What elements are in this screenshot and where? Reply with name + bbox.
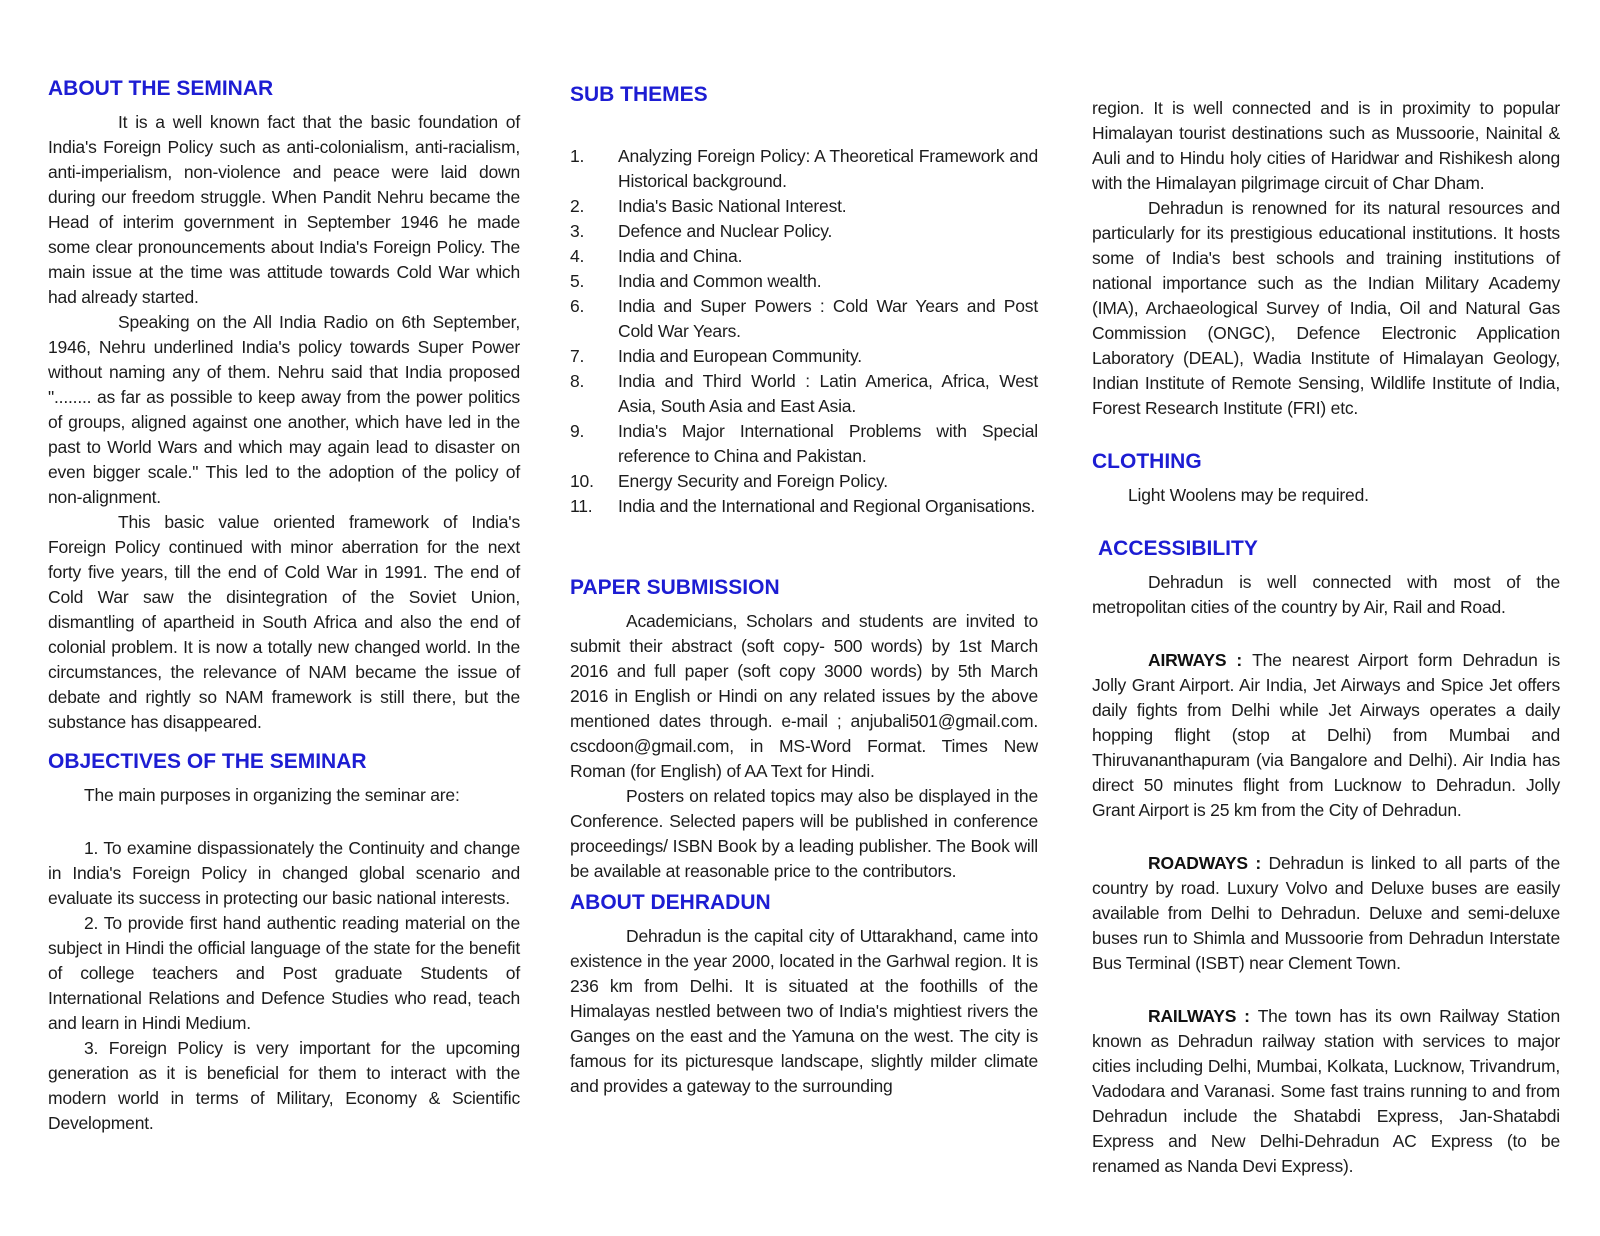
- sub-theme-text: India's Major International Problems with Special reference to China and Pakistan.: [618, 421, 1038, 466]
- sub-theme-number: 7.: [570, 346, 585, 366]
- airways-text: The nearest Airport form Dehradun is Jolly Grant Airport. Air India, Jet Airways and Spice Jet offers daily fights from Delhi while Jet Airways operates a daily hopping flight (stop at Delhi) from Mumbai and Thiruvananthapuram (via Bangalore and Delhi). Air India has direct 50 minutes flight from Lucknow to Dehradun. Jolly Grant Airport is 25 km from the City of Dehradun.: [1092, 650, 1560, 820]
- sub-theme-text: India and European Community.: [618, 346, 862, 366]
- sub-theme-text: India and Common wealth.: [618, 271, 822, 291]
- sub-theme-item: [570, 294, 1038, 344]
- about-dehradun-heading: ABOUT DEHRADUN: [570, 891, 771, 914]
- railways-text: The town has its own Railway Station known as Dehradun railway station with services to major cities including Delhi, Mumbai, Kolkata, Lucknow, Trivandrum, Vadodara and Varanasi. Some fast trains running to and from Dehradun include the Shatabdi Express, Jan-Shatabdi Express and New Delhi-Dehradun AC Express (to be renamed as Nanda Devi Express).: [1092, 1006, 1560, 1176]
- sub-theme-item: [570, 144, 1038, 194]
- spacer: [1092, 823, 1560, 851]
- sub-theme-number: 6.: [570, 296, 585, 316]
- accessibility-heading: ACCESSIBILITY: [1098, 537, 1258, 560]
- roadways-paragraph: [1092, 851, 1560, 976]
- sub-theme-text: India and Third World : Latin America, Africa, West Asia, South Asia and East Asia.: [618, 371, 1038, 416]
- objectives-item-2: 2. To provide first hand authentic reading material on the subject in Hindi the official language of the state for the benefit of college teachers and Post graduate Students of International Relations and Defence Studies who read, teach and learn in Hindi Medium.: [48, 913, 520, 1033]
- sub-theme-item: [570, 244, 1038, 269]
- railways-label: RAILWAYS :: [1148, 1006, 1258, 1026]
- spacer: [1092, 620, 1560, 648]
- sub-theme-number: 2.: [570, 196, 585, 216]
- about-seminar-paragraph-1: It is a well known fact that the basic foundation of India's Foreign Policy such as anti-colonialism, anti-racialism, anti-imperialism, non-violence and peace were laid down during our freedom struggle. When Pandit Nehru became the Head of interim government in September 1946 he made some clear pronouncements about India's Foreign Policy. The main issue at the time was attitude towards Cold War which had already started.: [48, 112, 520, 307]
- paper-submission-paragraph-1: Academicians, Scholars and students are invited to submit their abstract (soft copy- 500 words) by 1st March 2016 and full paper (soft copy 3000 words) by 5th March 2016 in English or Hindi on any related issues by the above mentioned dates through. e-mail ; anjubali501@gmail.com. cscdoon@gmail.com, in MS-Word Format. Times New Roman (for English) of AA Text for Hindi.: [570, 611, 1038, 781]
- objectives-item-3: 3. Foreign Policy is very important for the upcoming generation as it is beneficial for them to interact with the modern world in terms of Military, Economy & Scientific Development.: [48, 1038, 520, 1133]
- clothing-heading: CLOTHING: [1092, 450, 1202, 473]
- sub-theme-text: Defence and Nuclear Policy.: [618, 221, 833, 241]
- sub-theme-number: 11.: [570, 496, 593, 516]
- sub-theme-text: India and the International and Regional Organisations.: [618, 496, 1036, 516]
- spacer: [570, 116, 1038, 144]
- railways-paragraph: [1092, 1004, 1560, 1179]
- sub-theme-text: India and China.: [618, 246, 743, 266]
- spacer: [48, 735, 520, 749]
- sub-theme-item: [570, 494, 1038, 519]
- sub-theme-text: Analyzing Foreign Policy: A Theoretical Framework and Historical background.: [618, 146, 1038, 191]
- sub-themes-list: [570, 144, 1038, 519]
- sub-theme-item: [570, 369, 1038, 419]
- roadways-text: Dehradun is linked to all parts of the country by road. Luxury Volvo and Deluxe buses are easily available from Delhi to Dehradun. Deluxe and semi-deluxe buses run to Shimla and Mussoorie from Dehradun Interstate Bus Terminal (ISBT) near Clement Town.: [1092, 853, 1560, 973]
- sub-theme-number: 1.: [570, 146, 585, 166]
- spacer: [1092, 508, 1560, 536]
- column-right: [1092, 96, 1560, 1179]
- spacer: [1092, 976, 1560, 1004]
- airways-paragraph: [1092, 648, 1560, 823]
- sub-theme-item: [570, 419, 1038, 469]
- about-seminar-paragraph-2: Speaking on the All India Radio on 6th September, 1946, Nehru underlined India's policy towards Super Power without naming any of them. Nehru said that India proposed "........ as far as possible to keep away from the power politics of groups, aligned against one another, which have led in the past to World Wars and which may again lead to disaster on even bigger scale." This led to the adoption of the policy of non-alignment.: [48, 312, 520, 507]
- spacer: [1092, 421, 1560, 449]
- sub-theme-text: India and Super Powers : Cold War Years and Post Cold War Years.: [618, 296, 1038, 341]
- sub-theme-item: [570, 344, 1038, 369]
- spacer: [570, 519, 1038, 575]
- clothing-text: Light Woolens may be required.: [1128, 485, 1369, 505]
- sub-theme-number: 10.: [570, 471, 594, 491]
- column-middle: [570, 82, 1038, 1099]
- sub-theme-item: [570, 219, 1038, 244]
- paper-submission-heading: PAPER SUBMISSION: [570, 576, 780, 599]
- objectives-heading: OBJECTIVES OF THE SEMINAR: [48, 750, 367, 773]
- sub-theme-text: India's Basic National Interest.: [618, 196, 847, 216]
- dehradun-continuation-paragraph-1: region. It is well connected and is in proximity to popular Himalayan tourist destinations such as Mussoorie, Nainital & Auli and to Hindu holy cities of Haridwar and Rishikesh along with the Himalayan pilgrimage circuit of Char Dham.: [1092, 98, 1560, 193]
- objectives-item-1: 1. To examine dispassionately the Continuity and change in India's Foreign Policy in changed global scenario and evaluate its success in protecting our basic national interests.: [48, 838, 520, 908]
- sub-theme-number: 9.: [570, 421, 585, 441]
- sub-themes-heading: SUB THEMES: [570, 83, 708, 106]
- sub-theme-item: [570, 194, 1038, 219]
- paper-submission-paragraph-2: Posters on related topics may also be displayed in the Conference. Selected papers will be published in conference proceedings/ ISBN Book by a leading publisher. The Book will be available at reasonable price to the contributors.: [570, 786, 1038, 881]
- sub-theme-number: 4.: [570, 246, 585, 266]
- about-seminar-heading: ABOUT THE SEMINAR: [48, 77, 274, 100]
- sub-theme-number: 8.: [570, 371, 585, 391]
- sub-theme-item: [570, 469, 1038, 494]
- sub-theme-number: 5.: [570, 271, 585, 291]
- column-left: [48, 76, 520, 1136]
- airways-label: AIRWAYS :: [1148, 650, 1253, 670]
- accessibility-intro: Dehradun is well connected with most of the metropolitan cities of the country by Air, Rail and Road.: [1092, 572, 1560, 617]
- dehradun-continuation-paragraph-2: Dehradun is renowned for its natural resources and particularly for its prestigious educational institutions. It hosts some of India's best schools and training institutions of national importance such as the Indian Military Academy (IMA), Archaeological Survey of India, Oil and Natural Gas Commission (ONGC), Defence Electronic Application Laboratory (DEAL), Wadia Institute of Himalayan Geology, Indian Institute of Remote Sensing, Wildlife Institute of India, Forest Research Institute (FRI) etc.: [1092, 198, 1560, 418]
- sub-theme-text: Energy Security and Foreign Policy.: [618, 471, 888, 491]
- about-seminar-paragraph-3: This basic value oriented framework of India's Foreign Policy continued with minor aberration for the next forty five years, till the end of Cold War in 1991. The end of Cold War saw the disintegration of the Soviet Union, dismantling of apartheid in South Africa and also the end of colonial problem. It is now a totally new changed world. In the circumstances, the relevance of NAM became the issue of debate and rightly so NAM framework is still there, but the substance has disappeared.: [48, 512, 520, 732]
- about-dehradun-paragraph: Dehradun is the capital city of Uttarakhand, came into existence in the year 2000, located in the Garhwal region. It is 236 km from Delhi. It is situated at the foothills of the Himalayas nestled between two of India's mightiest rivers the Ganges on the east and the Yamuna on the west. The city is famous for its picturesque landscape, slightly milder climate and provides a gateway to the surrounding: [570, 926, 1038, 1096]
- sub-theme-item: [570, 269, 1038, 294]
- sub-theme-number: 3.: [570, 221, 585, 241]
- roadways-label: ROADWAYS :: [1148, 853, 1269, 873]
- objectives-intro: The main purposes in organizing the seminar are:: [84, 785, 460, 805]
- spacer: [48, 808, 520, 836]
